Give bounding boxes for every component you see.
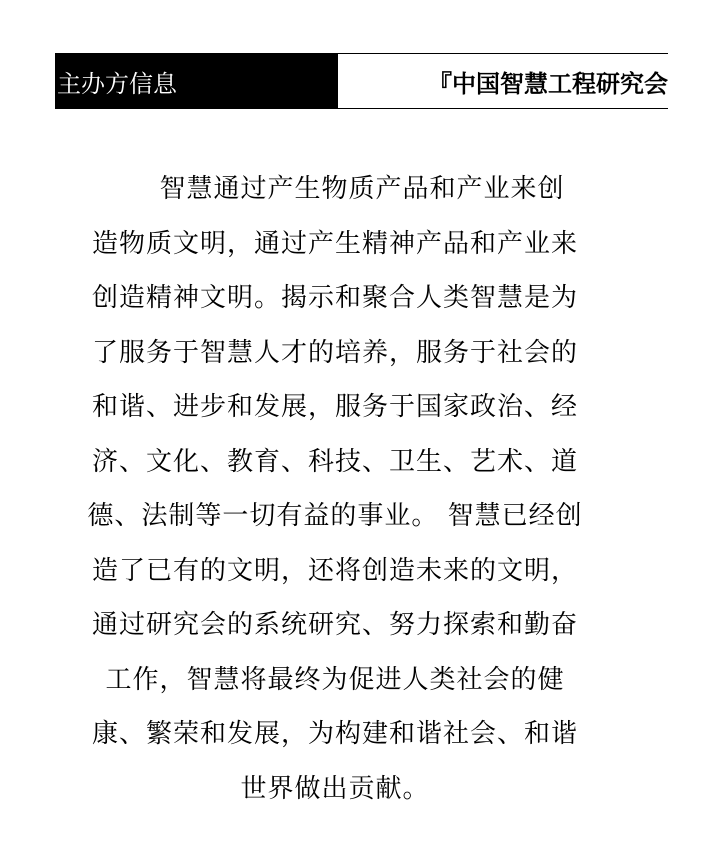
paragraph-line: 造物质文明，通过产生精神产品和产业来 [91, 228, 578, 259]
paragraph-line: 德、法制等一切有益的事业。 智慧已经创 [87, 501, 583, 531]
paragraph-line: 通过研究会的系统研究、努力探索和勤奋 [91, 610, 578, 640]
paragraph-line: 智慧通过产生物质产品和产业来创 [105, 174, 565, 204]
paragraph-line: 济、文化、教育、科技、卫生、艺术、道 [91, 446, 578, 477]
paragraph-line: 了服务于智慧人才的培养，服务于社会的 [91, 337, 578, 368]
section-title: 主办方信息 [55, 54, 338, 108]
paragraph-line: 康、繁荣和发展，为构建和谐社会、和谐 [91, 719, 578, 749]
paragraph-line: 和谐、进步和发展，服务于国家政治、经 [91, 392, 578, 422]
paragraph-line: 创造精神文明。揭示和聚合人类智慧是为 [91, 283, 578, 313]
body-paragraph [65, 162, 605, 816]
section-header [55, 53, 668, 109]
paragraph-line: 造了已有的文明，还将创造未来的文明， [91, 555, 578, 586]
paragraph-line: 世界做出贡献。 [240, 773, 430, 804]
organizer-name: 『中国智慧工程研究会 [428, 69, 668, 98]
paragraph-line: 工作，智慧将最终为促进人类社会的健 [105, 664, 565, 695]
